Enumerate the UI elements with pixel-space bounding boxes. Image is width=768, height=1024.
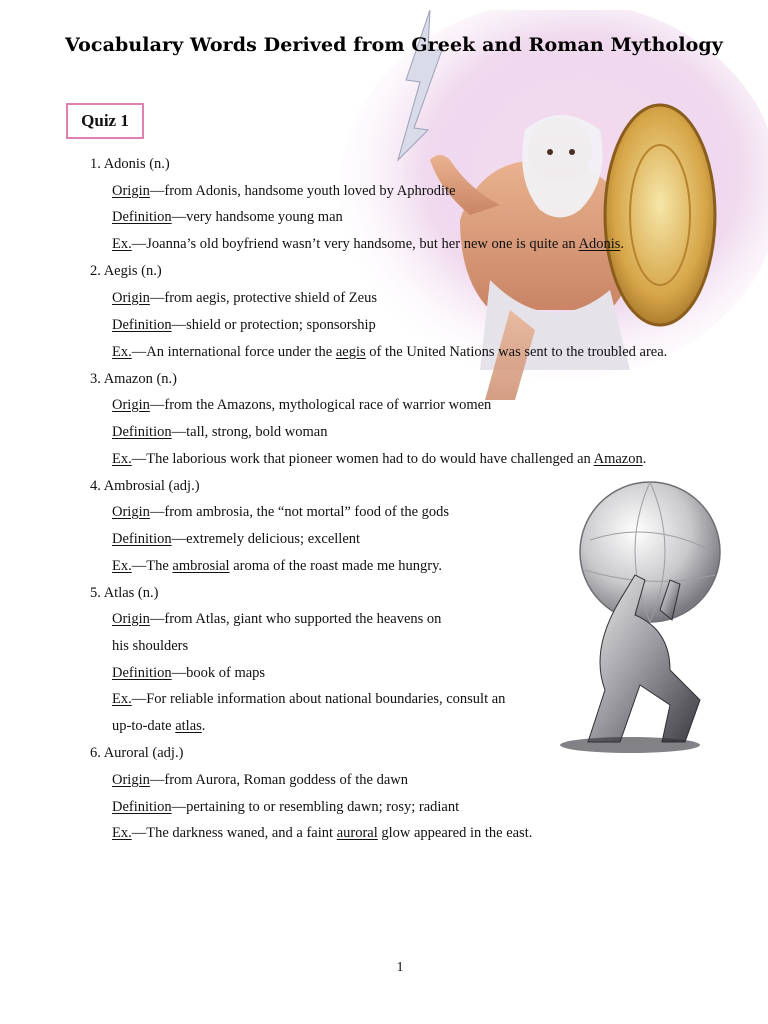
entry-origin-continued: his shoulders bbox=[112, 638, 189, 654]
dash: — bbox=[149, 611, 165, 627]
entry-heading: 2. Aegis (n.) bbox=[90, 263, 162, 279]
example-word: atlas bbox=[175, 718, 202, 734]
example-text: For reliable information about national boundaries, consult an bbox=[146, 691, 506, 707]
example-word: aegis bbox=[335, 344, 366, 360]
origin-label: Origin bbox=[112, 290, 150, 306]
entry-origin bbox=[112, 182, 456, 200]
definition-label: Definition bbox=[112, 799, 172, 815]
dash: — bbox=[149, 397, 165, 413]
dash: — bbox=[149, 290, 165, 306]
definition-text: very handsome young man bbox=[186, 209, 343, 225]
entry-example bbox=[112, 557, 442, 575]
origin-text: from the Amazons, mythological race of warrior women bbox=[164, 397, 492, 413]
quiz-label: Quiz 1 bbox=[81, 111, 129, 130]
entry-definition bbox=[112, 664, 265, 682]
example-label: Ex. bbox=[112, 451, 132, 467]
definition-text: pertaining to or resembling dawn; rosy; radiant bbox=[186, 799, 460, 815]
dash: — bbox=[131, 825, 147, 841]
definition-text: extremely delicious; excellent bbox=[186, 531, 361, 547]
entry-example bbox=[112, 235, 624, 253]
dash: — bbox=[171, 531, 187, 547]
example-text: The darkness waned, and a faint bbox=[146, 825, 337, 841]
entry-heading: 3. Amazon (n.) bbox=[90, 371, 177, 387]
origin-label: Origin bbox=[112, 504, 150, 520]
definition-text: shield or protection; sponsorship bbox=[186, 317, 376, 333]
origin-label: Origin bbox=[112, 772, 150, 788]
example-label: Ex. bbox=[112, 236, 132, 252]
entry-definition bbox=[112, 798, 459, 816]
example-text-end: of the United Nations was sent to the troubled area. bbox=[365, 344, 668, 360]
entry-example-continued bbox=[112, 717, 205, 735]
entry-origin bbox=[112, 771, 408, 789]
example-text-end: glow appeared in the east. bbox=[377, 825, 533, 841]
origin-label: Origin bbox=[112, 611, 150, 627]
origin-text: from Adonis, handsome youth loved by Aphrodite bbox=[164, 183, 456, 199]
definition-label: Definition bbox=[112, 317, 172, 333]
definition-label: Definition bbox=[112, 531, 172, 547]
dash: — bbox=[171, 424, 187, 440]
dash: — bbox=[171, 317, 187, 333]
example-label: Ex. bbox=[112, 825, 132, 841]
definition-label: Definition bbox=[112, 665, 172, 681]
entry-definition bbox=[112, 316, 376, 334]
example-label: Ex. bbox=[112, 691, 132, 707]
definition-text: book of maps bbox=[186, 665, 266, 681]
entry-heading: 4. Ambrosial (adj.) bbox=[90, 478, 200, 494]
example-word: auroral bbox=[336, 825, 378, 841]
dash: — bbox=[149, 772, 165, 788]
origin-text: from aegis, protective shield of Zeus bbox=[164, 290, 377, 306]
origin-label: Origin bbox=[112, 397, 150, 413]
entry-example bbox=[112, 343, 667, 361]
entry-definition bbox=[112, 208, 343, 226]
entry-origin bbox=[112, 503, 449, 521]
entry-example bbox=[112, 450, 646, 468]
entry-origin bbox=[112, 610, 441, 628]
example-text-end: . bbox=[642, 451, 647, 467]
origin-label: Origin bbox=[112, 183, 150, 199]
dash: — bbox=[171, 799, 187, 815]
dash: — bbox=[131, 451, 147, 467]
example-text: up-to-date bbox=[112, 718, 176, 734]
definition-text: tall, strong, bold woman bbox=[186, 424, 328, 440]
dash: — bbox=[171, 209, 187, 225]
page-number: 1 bbox=[396, 960, 404, 975]
definition-label: Definition bbox=[112, 209, 172, 225]
entry-heading: 5. Atlas (n.) bbox=[90, 585, 159, 601]
example-text: The laborious work that pioneer women had to do would have challenged an bbox=[146, 451, 594, 467]
example-text-end: . bbox=[620, 236, 624, 252]
quiz-label-box bbox=[66, 103, 144, 139]
entry-definition bbox=[112, 530, 360, 548]
dash: — bbox=[131, 236, 147, 252]
dash: — bbox=[149, 183, 165, 199]
page-title: Vocabulary Words Derived from Greek and Roman Mythology bbox=[65, 34, 723, 56]
example-text-end: aroma of the roast made me hungry. bbox=[229, 558, 443, 574]
dash: — bbox=[131, 691, 147, 707]
entry-definition bbox=[112, 423, 327, 441]
dash: — bbox=[171, 665, 187, 681]
dash: — bbox=[149, 504, 165, 520]
example-label: Ex. bbox=[112, 558, 132, 574]
entry-origin bbox=[112, 289, 377, 307]
origin-text: from ambrosia, the “not mortal” food of the gods bbox=[164, 504, 450, 520]
example-text: The bbox=[146, 558, 173, 574]
example-text: Joanna’s old boyfriend wasn’t very handsome, but her new one is quite an bbox=[146, 236, 579, 252]
definition-label: Definition bbox=[112, 424, 172, 440]
example-word: ambrosial bbox=[172, 558, 230, 574]
example-text-end: . bbox=[201, 718, 206, 734]
example-word: Adonis bbox=[578, 236, 621, 252]
entry-example bbox=[112, 824, 532, 842]
entry-heading: 6. Auroral (adj.) bbox=[90, 745, 184, 761]
entry-origin bbox=[112, 396, 491, 414]
example-word: Amazon bbox=[593, 451, 643, 467]
dash: — bbox=[131, 558, 147, 574]
origin-text: from Atlas, giant who supported the heavens on bbox=[164, 611, 442, 627]
entry-example bbox=[112, 690, 505, 708]
atlas-illustration bbox=[550, 480, 730, 760]
example-text: An international force under the bbox=[146, 344, 336, 360]
dash: — bbox=[131, 344, 147, 360]
example-label: Ex. bbox=[112, 344, 132, 360]
entry-heading: 1. Adonis (n.) bbox=[90, 156, 170, 172]
origin-text: from Aurora, Roman goddess of the dawn bbox=[164, 772, 408, 788]
